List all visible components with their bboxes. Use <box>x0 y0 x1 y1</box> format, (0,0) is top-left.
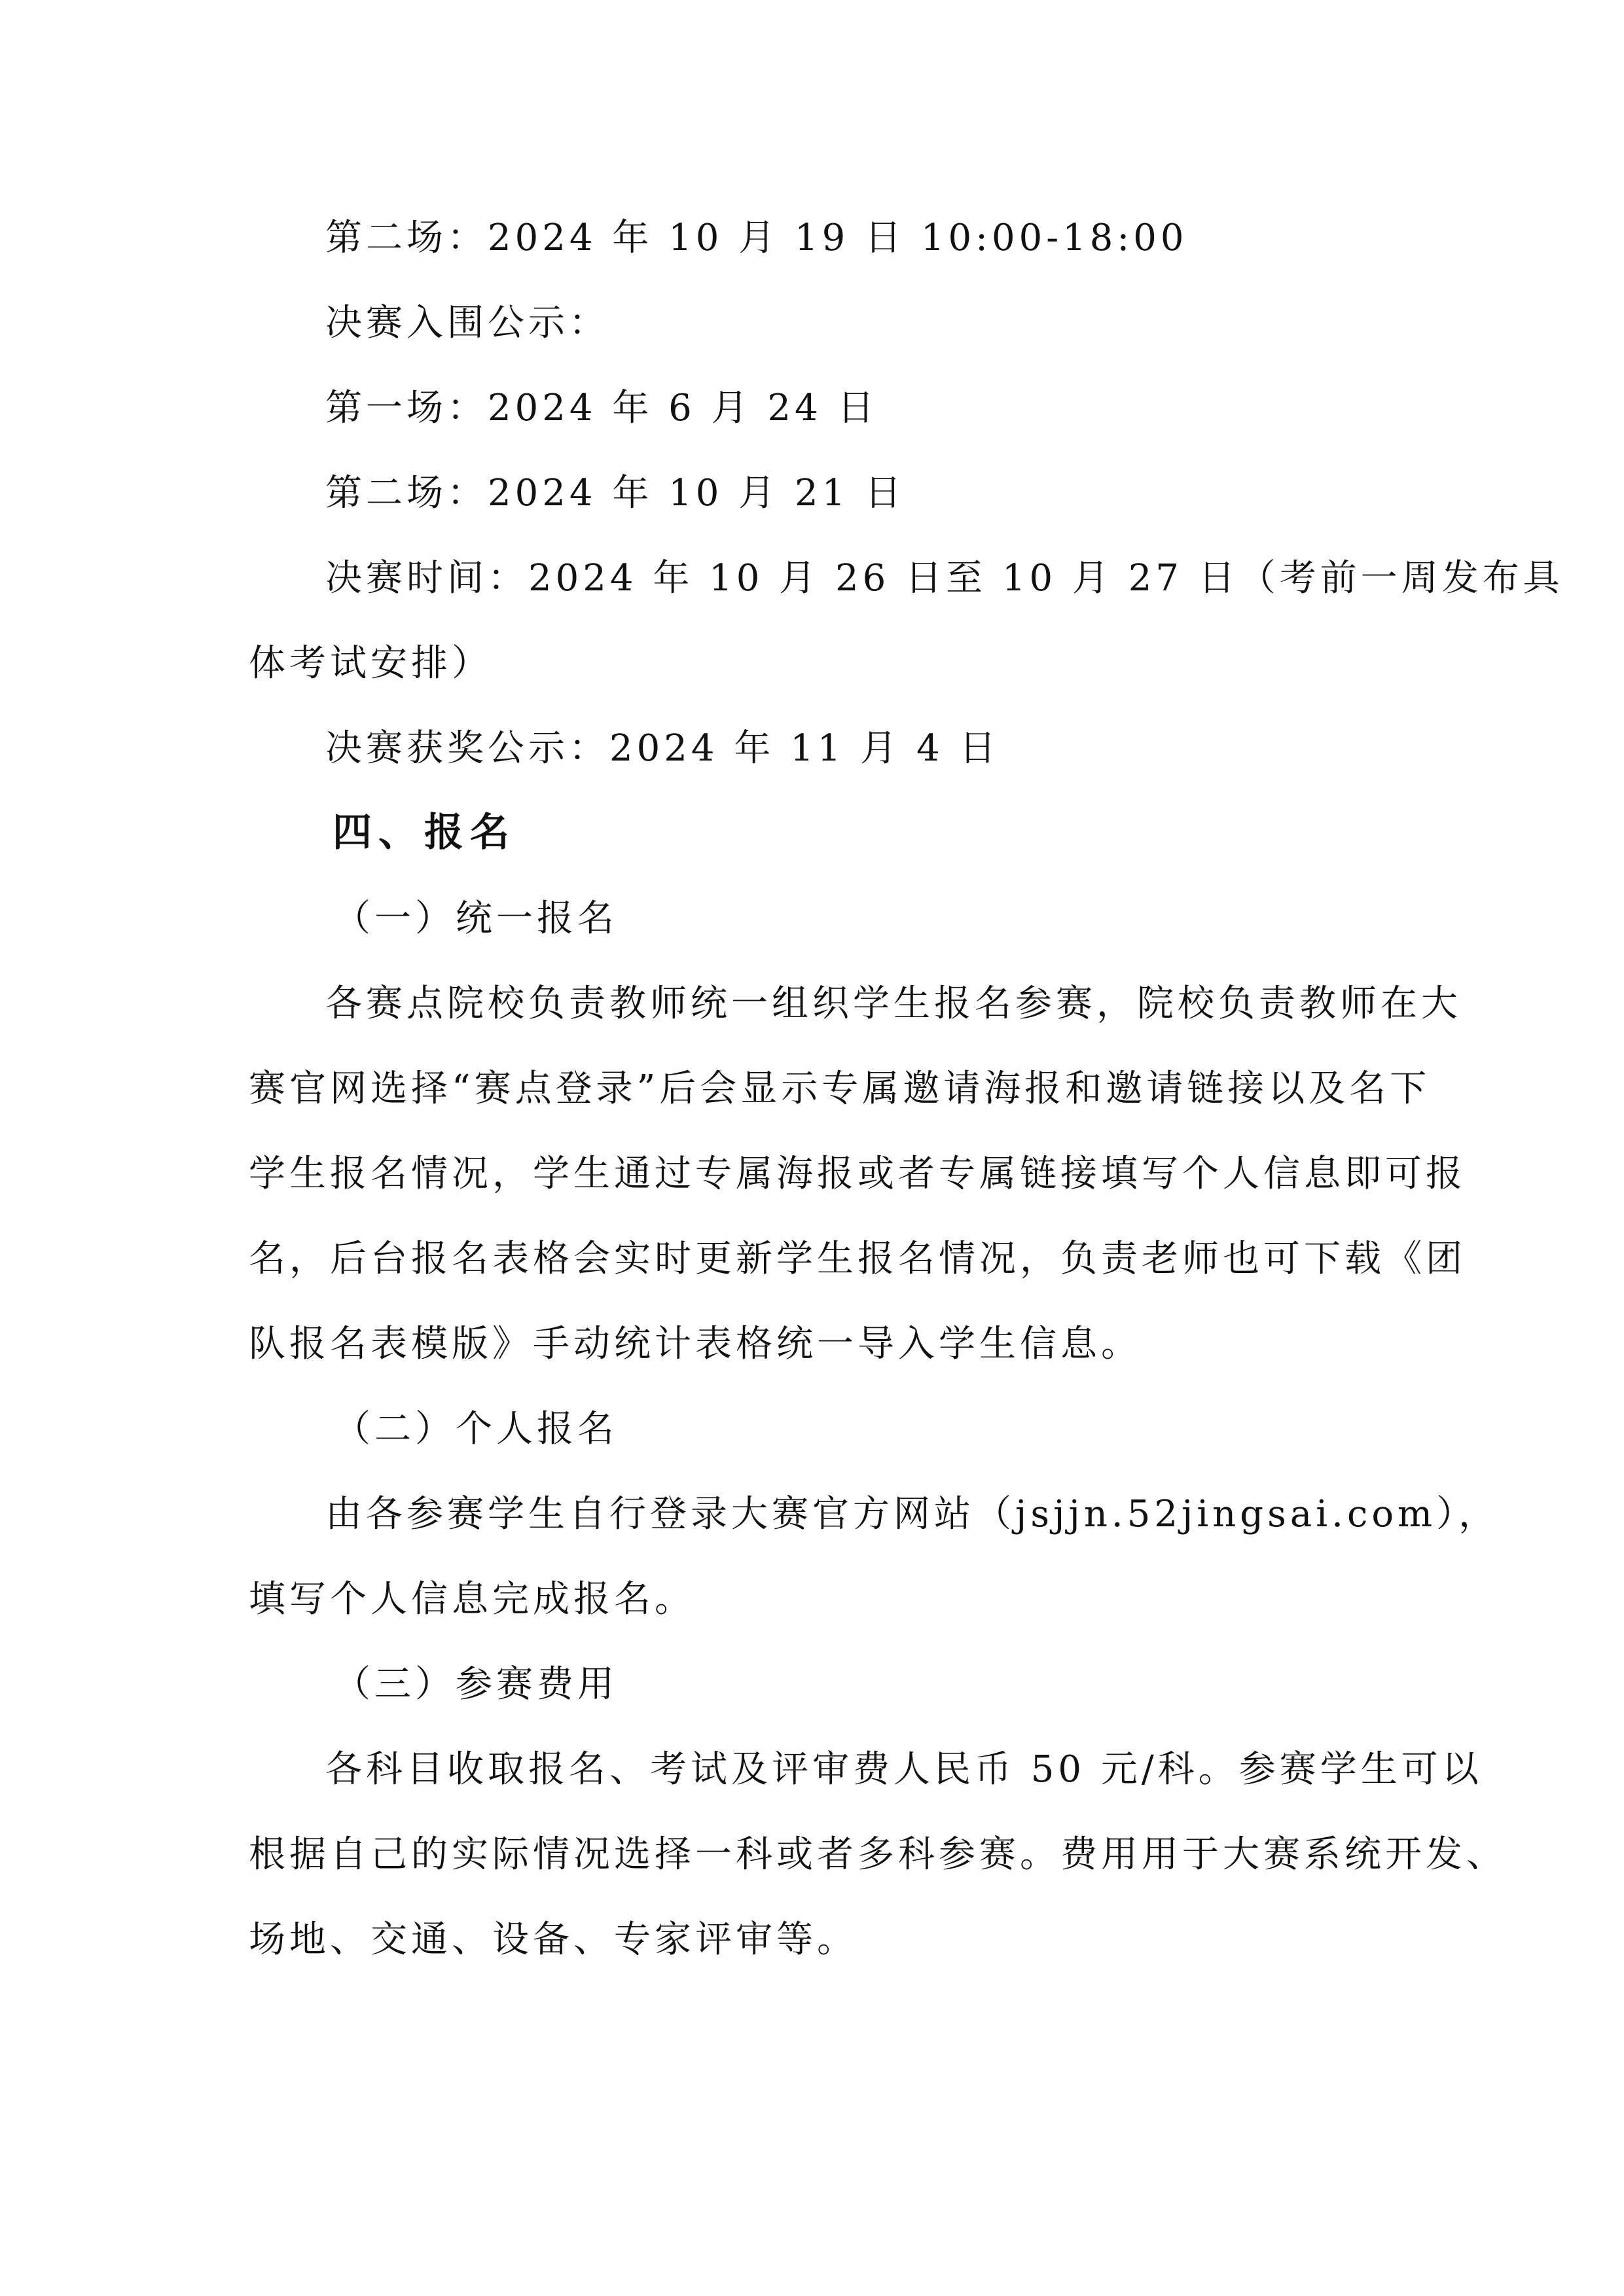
paragraph-line: 各赛点院校负责教师统一组织学生报名参赛，院校负责教师在大 <box>325 982 1462 1025</box>
subsection-title-individual: （二）个人报名 <box>334 1408 618 1450</box>
finalist-session-1: 第一场：2024 年 6 月 24 日 <box>325 387 878 429</box>
preliminary-session-2: 第二场：2024 年 10 月 19 日 10:00-18:00 <box>325 217 1188 259</box>
paragraph-line: 场地、交通、设备、专家评审等。 <box>249 1918 857 1961</box>
subsection-title-fees: （三）参赛费用 <box>334 1663 618 1706</box>
final-time-line-2: 体考试安排） <box>249 642 492 685</box>
section-heading-registration: 四、报名 <box>333 810 516 855</box>
paragraph-line: 学生报名情况，学生通过专属海报或者专属链接填写个人信息即可报 <box>249 1153 1466 1195</box>
subsection-title-unified: （一）统一报名 <box>334 897 618 940</box>
paragraph-line: 名，后台报名表格会实时更新学生报名情况，负责老师也可下载《团 <box>249 1238 1466 1280</box>
award-announcement: 决赛获奖公示：2024 年 11 月 4 日 <box>325 727 1000 770</box>
paragraph-line: 填写个人信息完成报名。 <box>249 1578 695 1621</box>
paragraph-line: 由各参赛学生自行登录大赛官方网站（jsjjn.52jingsai.com）， <box>325 1493 1500 1535</box>
final-time-line-1: 决赛时间：2024 年 10 月 26 日至 10 月 27 日（考前一周发布具 <box>325 557 1564 600</box>
paragraph-line: 各科目收取报名、考试及评审费人民币 50 元/科。参赛学生可以 <box>325 1748 1483 1791</box>
paragraph-line: 队报名表模版》手动统计表格统一导入学生信息。 <box>249 1323 1142 1365</box>
finalist-session-2: 第二场：2024 年 10 月 21 日 <box>325 472 906 514</box>
paragraph-line: 赛官网选择“赛点登录”后会显示专属邀请海报和邀请链接以及名下 <box>249 1067 1431 1110</box>
finalist-announcement-title: 决赛入围公示： <box>325 302 609 344</box>
paragraph-line: 根据自己的实际情况选择一科或者多科参赛。费用用于大赛系统开发、 <box>249 1833 1507 1876</box>
